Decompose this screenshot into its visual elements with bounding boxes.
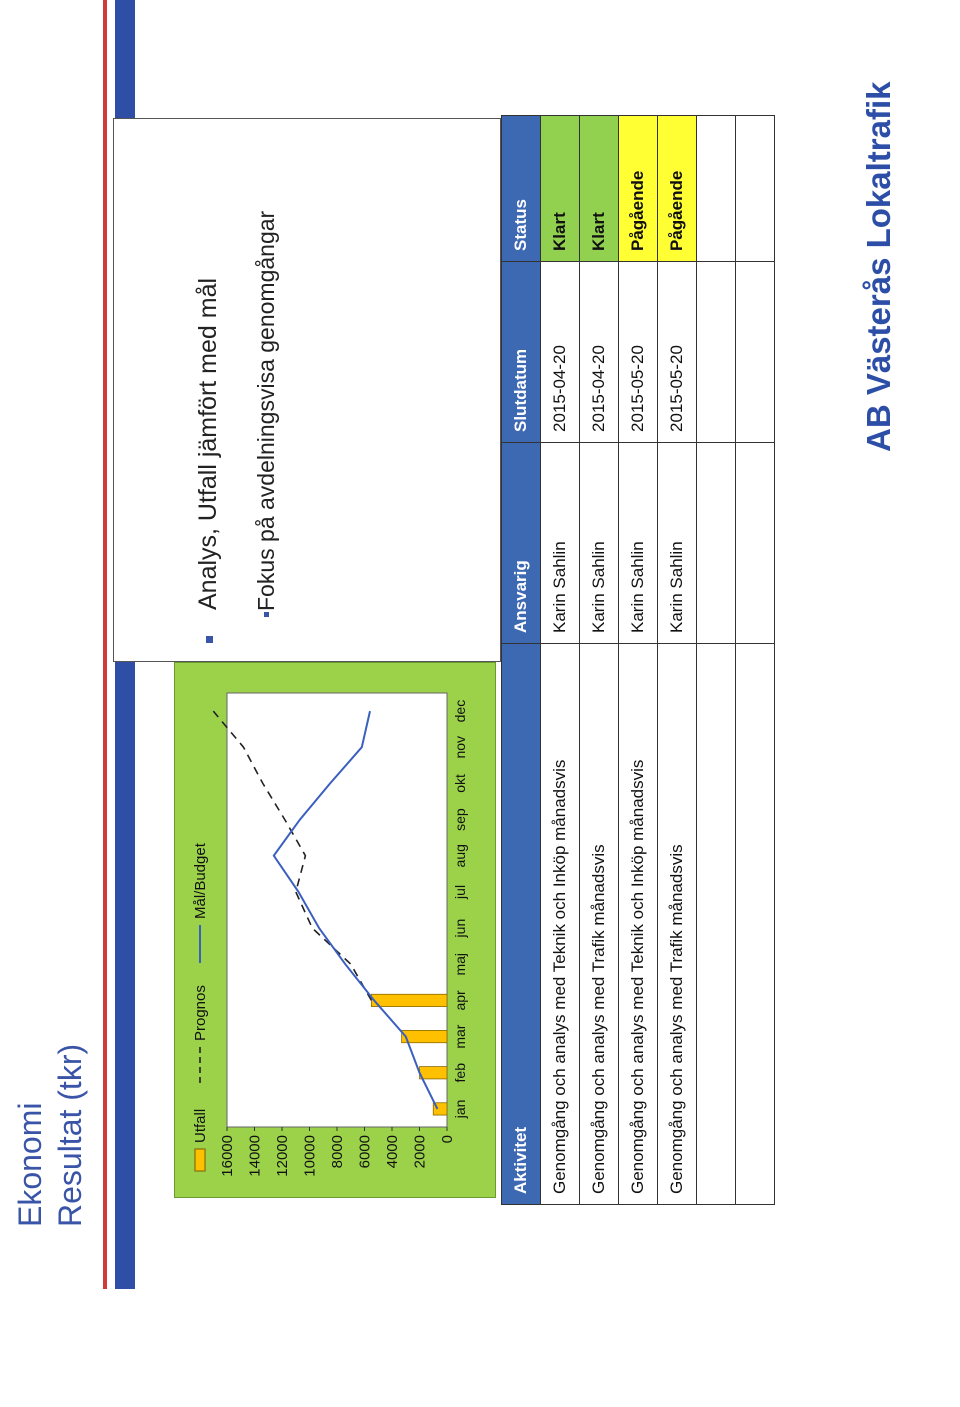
table-row — [541, 116, 580, 1205]
y-tick-label: 14000 — [246, 1135, 264, 1177]
bullet-panel — [113, 118, 501, 662]
cell-empty — [736, 116, 775, 262]
cell-slutdatum: 2015-04-20 — [541, 262, 580, 443]
cell-empty — [697, 644, 736, 1205]
x-tick-label: jan — [452, 1099, 468, 1119]
plot-area — [227, 693, 447, 1127]
table-row-empty — [697, 116, 736, 1205]
cell-ansvarig: Karin Sahlin — [619, 443, 658, 644]
y-tick-label: 0 — [439, 1135, 456, 1144]
status-badge: Klart — [541, 116, 580, 262]
legend-prognos-label: Prognos — [192, 985, 209, 1041]
cell-ansvarig: Karin Sahlin — [658, 443, 697, 644]
bullet-icon — [206, 636, 213, 643]
bullet-sub-text: Fokus på avdelningsvisa genomgångar — [253, 210, 279, 611]
company-brand: AB Västerås Lokaltrafik — [860, 81, 897, 452]
cell-aktivitet: Genomgång och analys med Teknik och Inköp månadsvis — [619, 644, 658, 1205]
bullet-main-text: Analys, Utfall jämfört med mål — [194, 277, 222, 610]
x-tick-label: jul — [452, 884, 468, 899]
cell-slutdatum: 2015-05-20 — [658, 262, 697, 443]
activity-table — [501, 115, 775, 1205]
cell-empty — [736, 644, 775, 1205]
x-tick-label: mar — [452, 1024, 468, 1049]
y-tick-label: 10000 — [301, 1135, 319, 1177]
bullet-sub — [254, 171, 278, 611]
x-tick-label: sep — [452, 808, 468, 831]
bar-utfall — [371, 994, 447, 1006]
cell-aktivitet: Genomgång och analys med Trafik månadsvis — [580, 644, 619, 1205]
status-badge: Klart — [580, 116, 619, 262]
table-header-row — [502, 116, 541, 1205]
slide-subtitle: Resultat (tkr) — [52, 1043, 88, 1227]
cell-slutdatum: 2015-04-20 — [580, 262, 619, 443]
legend-utfall-swatch — [195, 1149, 205, 1171]
x-tick-label: aug — [452, 844, 468, 868]
y-tick-label: 8000 — [329, 1135, 346, 1169]
cell-empty — [697, 443, 736, 644]
cell-empty — [736, 443, 775, 644]
col-slutdatum: Slutdatum — [502, 262, 541, 443]
x-tick-label: maj — [452, 952, 468, 976]
legend-utfall-label: Utfall — [192, 1108, 209, 1143]
x-tick-label: okt — [452, 774, 468, 793]
bullet-sub-icon — [264, 612, 269, 617]
y-tick-label: 6000 — [356, 1135, 374, 1169]
x-tick-label: apr — [452, 990, 468, 1011]
y-tick-label: 2000 — [411, 1135, 429, 1169]
y-tick-label: 12000 — [274, 1135, 291, 1177]
cell-slutdatum: 2015-05-20 — [619, 262, 658, 443]
x-tick-label: nov — [452, 735, 468, 759]
table-row — [619, 116, 658, 1205]
chart-panel — [174, 662, 496, 1198]
col-aktivitet: Aktivitet — [502, 644, 541, 1205]
bullet-main — [194, 278, 223, 643]
table-row — [580, 116, 619, 1205]
slide-title: Ekonomi — [12, 1102, 48, 1227]
status-badge: Pågående — [658, 116, 697, 262]
cell-aktivitet: Genomgång och analys med Teknik och Inköp månadsvis — [541, 644, 580, 1205]
cell-empty — [736, 262, 775, 443]
y-tick-label: 4000 — [384, 1135, 401, 1169]
cell-empty — [697, 262, 736, 443]
cell-ansvarig: Karin Sahlin — [580, 443, 619, 644]
y-tick-label: 16000 — [219, 1135, 236, 1177]
legend-budget-label: Mål/Budget — [192, 843, 209, 919]
cell-aktivitet: Genomgång och analys med Trafik månadsvis — [658, 644, 697, 1205]
red-stripe — [103, 0, 107, 1289]
cell-empty — [697, 116, 736, 262]
cell-ansvarig: Karin Sahlin — [541, 443, 580, 644]
x-tick-label: jun — [452, 918, 468, 938]
result-chart — [185, 673, 485, 1187]
status-badge: Pågående — [619, 116, 658, 262]
table-row — [658, 116, 697, 1205]
x-tick-label: feb — [452, 1063, 468, 1083]
col-ansvarig: Ansvarig — [502, 443, 541, 644]
col-status: Status — [502, 116, 541, 262]
bar-utfall — [420, 1067, 448, 1079]
x-tick-label: dec — [452, 699, 468, 723]
table-row-empty — [736, 116, 775, 1205]
